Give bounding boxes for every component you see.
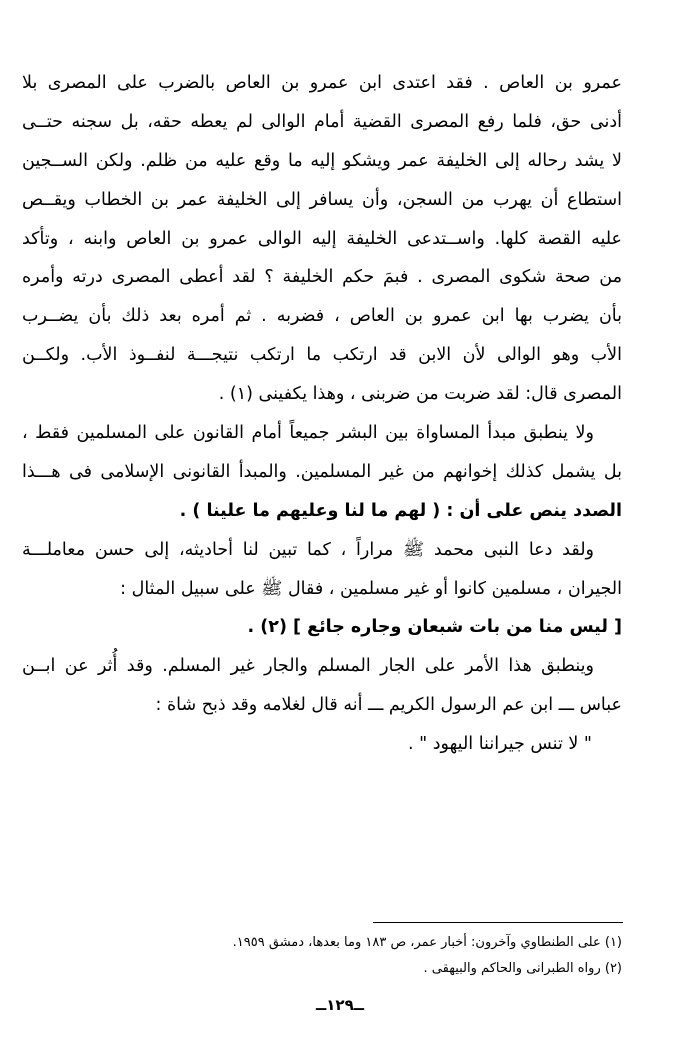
text-line: عليه القصة كلها. واســتدعى الخليفة إليه الوالى عمرو بن العاص وابنه ، وتأكد [22,228,622,249]
paragraph-start-line: ولا ينطبق مبدأ المساواة بين البشر جميعاً أمام القانون على المسلمين فقط ، [22,423,594,444]
main-text [22,64,622,764]
footnote-1: (١) على الطنطاوي وآخرون: أخبار عمر، ص ١٨٣ وما بعدها، دمشق ١٩٥٩. [232,935,622,950]
text-line: بل يشمل كذلك إخوانهم من غير المسلمين. والمبدأ القانونى الإسلامى فى هـــذا [22,461,622,482]
text-line: استطاع أن يهرب من السجن، وأن يسافر إلى الخليفة عمر بن الخطاب ويقــص [22,189,622,210]
text-line: لا يشد رحاله إلى الخليفة عمر ويشكو إليه ما وقع عليه من ظلم. ولكن الســجين [22,150,622,171]
text-line: عباس ـــ ابن عم الرسول الكريم ـــ أنه قال لغلامه وقد ذبح شاة : [155,695,622,716]
hadith-line: [ ليس منا من بات شبعان وجاره جائع ] (٢) . [247,617,622,638]
paragraph-start-line: وينطبق هذا الأمر على الجار المسلم والجار غير المسلم. وقد أُثر عن ابــن [22,656,594,677]
text-line: من صحة شكوى المصرى . فبمَ حكم الخليفة ؟ لقد أعطى المصرى درته وأمره [22,267,622,288]
paragraph-start-line: ولقد دعا النبى محمد ﷺ مراراً ، كما تبين لنا أحاديثه، إلى حسن معاملـــة [22,539,594,560]
text-line: أدنى حق، فلما رفع المصرى القضية أمام الوالى لم يعطه حقه، بل سجنه حتــى [22,111,622,132]
text-line: عمرو بن العاص . فقد اعتدى ابن عمرو بن العاص بالضرب على المصرى بلا [22,73,622,93]
quote-line: " لا تنس جيراننا اليهود " . [408,734,592,755]
footnotes [180,930,622,982]
text-line: بأن يضرب بها ابن عمرو بن العاص ، فضربه . ثم أمره بعد ذلك بأن يضــرب [22,306,622,327]
text-line: الجيران ، مسلمين كانوا أو غير مسلمين ، فقال ﷺ على سبيل المثال : [120,578,622,599]
text-line: الأب وهو الوالى لأن الابن قد ارتكب ما ارتكب نتيجـــة لنفــوذ الأب. ولكــن [22,345,622,366]
quote-line: الصدد ينص على أن : ( لهم ما لنا وعليهم ما علينا ) . [179,500,622,521]
footnote-2: (٢) رواه الطبرانى والحاكم والبيهقى . [423,961,622,976]
page-number: ــ١٢٩ــ [316,996,364,1014]
text-line: المصرى قال: لقد ضربت من ضربنى ، وهذا يكفينى (١) . [218,384,622,405]
footnote-divider [373,922,623,923]
